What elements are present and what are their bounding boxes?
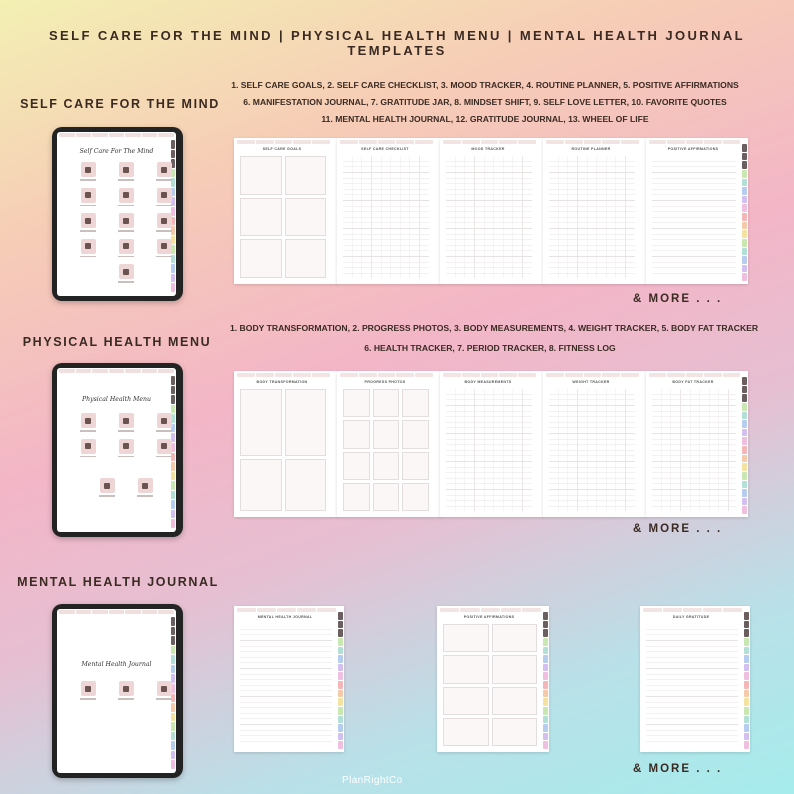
side-tab[interactable] xyxy=(744,690,749,698)
side-tab[interactable] xyxy=(171,462,175,471)
menu-icon[interactable] xyxy=(145,439,176,458)
side-tab[interactable] xyxy=(744,716,749,724)
menu-icon[interactable] xyxy=(69,239,107,258)
side-tab[interactable] xyxy=(742,403,747,411)
side-tab[interactable] xyxy=(171,405,175,414)
more-label: & MORE . . . xyxy=(633,523,723,535)
side-tab[interactable] xyxy=(171,703,175,712)
side-tab[interactable] xyxy=(338,629,343,637)
side-tab[interactable] xyxy=(744,612,749,620)
page-title: POSITIVE AFFIRMATIONS xyxy=(463,615,515,619)
side-tab[interactable] xyxy=(338,724,343,732)
side-tab[interactable] xyxy=(742,230,747,238)
side-tab[interactable] xyxy=(338,741,343,749)
template-page xyxy=(234,138,338,284)
side-tab[interactable] xyxy=(543,681,548,689)
side-tab[interactable] xyxy=(543,741,548,749)
side-tab[interactable] xyxy=(742,481,747,489)
side-tab[interactable] xyxy=(171,732,175,741)
side-tab[interactable] xyxy=(171,617,175,626)
icon-grid xyxy=(69,162,176,283)
side-tab[interactable] xyxy=(543,612,548,620)
menu-icon[interactable] xyxy=(69,213,107,232)
template-page xyxy=(646,371,748,517)
side-tab[interactable] xyxy=(543,672,548,680)
page-banner: SELF CARE FOR THE MIND | PHYSICAL HEALTH MENU | MENTAL HEALTH JOURNAL TEMPLATES xyxy=(48,28,745,58)
side-tab[interactable] xyxy=(744,621,749,629)
side-tab[interactable] xyxy=(744,724,749,732)
page-title: MOOD TRACKER xyxy=(471,147,505,151)
menu-icon[interactable] xyxy=(88,478,126,497)
side-tab[interactable] xyxy=(171,519,175,528)
menu-icon[interactable] xyxy=(107,413,145,432)
tab-bar xyxy=(57,132,176,138)
tablet-title: Mental Health Journal xyxy=(81,661,152,668)
page-title: WEIGHT TRACKER xyxy=(572,380,610,384)
tablet-mental xyxy=(52,604,183,778)
template-page xyxy=(437,606,549,752)
side-tab[interactable] xyxy=(742,153,747,161)
side-tab[interactable] xyxy=(338,698,343,706)
menu-icon[interactable] xyxy=(145,681,176,700)
menu-icon[interactable] xyxy=(145,188,176,207)
tablet-physical xyxy=(52,363,183,537)
tablet-self-care xyxy=(52,127,183,301)
side-tab[interactable] xyxy=(543,655,548,663)
side-tab[interactable] xyxy=(742,437,747,445)
template-page xyxy=(337,371,441,517)
side-tab[interactable] xyxy=(338,612,343,620)
side-tab[interactable] xyxy=(543,724,548,732)
more-label: & MORE . . . xyxy=(633,293,723,305)
icon-grid xyxy=(69,413,176,457)
more-label: & MORE . . . xyxy=(633,763,723,775)
side-tab[interactable] xyxy=(338,681,343,689)
page-title: MENTAL HEALTH JOURNAL xyxy=(257,615,313,619)
tablet-title: Self Care For The Mind xyxy=(79,148,154,155)
template-page xyxy=(234,606,344,752)
tab-bar xyxy=(57,368,176,374)
template-strip-2 xyxy=(234,371,748,517)
side-tab[interactable] xyxy=(744,733,749,741)
menu-icon[interactable] xyxy=(145,213,176,232)
page-title: SELF CARE GOALS xyxy=(262,147,302,151)
side-tab[interactable] xyxy=(171,386,175,395)
menu-icon[interactable] xyxy=(107,188,145,207)
side-tab[interactable] xyxy=(742,394,747,402)
menu-icon[interactable] xyxy=(107,439,145,458)
side-tab[interactable] xyxy=(742,196,747,204)
tablet-screen xyxy=(57,132,176,296)
list-line-2: 6. HEALTH TRACKER, 7. PERIOD TRACKER, 8. FITNESS LOG xyxy=(364,343,616,353)
side-tab[interactable] xyxy=(171,636,175,645)
side-tab[interactable] xyxy=(742,412,747,420)
side-tab[interactable] xyxy=(338,655,343,663)
side-tab[interactable] xyxy=(543,707,548,715)
side-tab[interactable] xyxy=(543,638,548,646)
template-page xyxy=(234,371,338,517)
side-tab[interactable] xyxy=(742,222,747,230)
side-tab[interactable] xyxy=(338,733,343,741)
side-tab[interactable] xyxy=(742,144,747,152)
side-tab[interactable] xyxy=(744,638,749,646)
menu-icon[interactable] xyxy=(107,681,145,700)
side-tab[interactable] xyxy=(742,265,747,273)
side-tab[interactable] xyxy=(742,256,747,264)
page-title: SELF CARE CHECKLIST xyxy=(361,147,409,151)
side-tab[interactable] xyxy=(171,627,175,636)
menu-icon[interactable] xyxy=(107,239,145,258)
menu-icon[interactable] xyxy=(107,264,145,283)
list-line-3: 11. MENTAL HEALTH JOURNAL, 12. GRATITUDE JOURNAL, 13. WHEEL OF LIFE xyxy=(321,114,649,124)
side-tab[interactable] xyxy=(338,672,343,680)
list-line-2: 6. MANIFESTATION JOURNAL, 7. GRATITUDE JAR, 8. MINDSET SHIFT, 9. SELF LOVE LETTER, 10. FAVORITE QUOTES xyxy=(243,97,727,107)
menu-icon[interactable] xyxy=(107,213,145,232)
menu-icon[interactable] xyxy=(107,162,145,181)
template-strip-1 xyxy=(234,138,748,284)
side-tab[interactable] xyxy=(338,621,343,629)
side-tab[interactable] xyxy=(742,498,747,506)
section-title-self-care: SELF CARE FOR THE MIND xyxy=(20,97,220,111)
side-tab[interactable] xyxy=(171,646,175,655)
menu-icon[interactable] xyxy=(69,439,107,458)
side-tab[interactable] xyxy=(742,248,747,256)
side-tab[interactable] xyxy=(744,664,749,672)
side-tab[interactable] xyxy=(744,655,749,663)
side-tab[interactable] xyxy=(338,716,343,724)
menu-icon[interactable] xyxy=(145,413,176,432)
side-tab[interactable] xyxy=(338,690,343,698)
side-tab[interactable] xyxy=(171,741,175,750)
side-tab[interactable] xyxy=(171,713,175,722)
side-tab[interactable] xyxy=(543,664,548,672)
side-tab[interactable] xyxy=(543,647,548,655)
side-tab[interactable] xyxy=(171,510,175,519)
side-tab[interactable] xyxy=(744,681,749,689)
side-tab[interactable] xyxy=(543,733,548,741)
template-page xyxy=(543,371,647,517)
side-tab[interactable] xyxy=(543,698,548,706)
side-tab[interactable] xyxy=(338,664,343,672)
side-tab[interactable] xyxy=(744,647,749,655)
side-tab[interactable] xyxy=(171,481,175,490)
tablet-screen xyxy=(57,609,176,773)
tab-bar xyxy=(57,609,176,615)
side-tab[interactable] xyxy=(338,707,343,715)
side-tab[interactable] xyxy=(171,491,175,500)
side-tab[interactable] xyxy=(171,722,175,731)
side-tab[interactable] xyxy=(742,213,747,221)
side-tab[interactable] xyxy=(171,376,175,385)
side-tab[interactable] xyxy=(171,283,175,292)
side-tab[interactable] xyxy=(742,489,747,497)
side-tab[interactable] xyxy=(171,472,175,481)
page-title: DAILY GRATITUDE xyxy=(672,615,710,619)
side-tab[interactable] xyxy=(742,161,747,169)
page-title: BODY TRANSFORMATION xyxy=(256,380,308,384)
side-tab[interactable] xyxy=(543,716,548,724)
page-title: BODY FAT TRACKER xyxy=(672,380,714,384)
template-page xyxy=(440,138,544,284)
side-tab[interactable] xyxy=(543,690,548,698)
section-title-physical: PHYSICAL HEALTH MENU xyxy=(22,335,212,349)
side-tab[interactable] xyxy=(744,741,749,749)
page-title: ROUTINE PLANNER xyxy=(571,147,611,151)
side-tab[interactable] xyxy=(742,455,747,463)
side-tab[interactable] xyxy=(742,179,747,187)
template-page xyxy=(543,138,647,284)
side-tab[interactable] xyxy=(742,377,747,385)
icon-grid xyxy=(69,681,176,700)
tablet-title: Physical Health Menu xyxy=(81,396,152,403)
page-title: PROGRESS PHOTOS xyxy=(364,380,406,384)
menu-icon[interactable] xyxy=(145,239,176,258)
side-tab[interactable] xyxy=(744,672,749,680)
side-tab[interactable] xyxy=(742,429,747,437)
side-tab[interactable] xyxy=(742,420,747,428)
side-tab[interactable] xyxy=(338,647,343,655)
side-tab[interactable] xyxy=(742,204,747,212)
side-tab[interactable] xyxy=(171,760,175,769)
side-tab[interactable] xyxy=(742,506,747,514)
side-tab[interactable] xyxy=(171,751,175,760)
icon-grid xyxy=(88,478,164,497)
side-tab[interactable] xyxy=(742,446,747,454)
template-page xyxy=(440,371,544,517)
menu-icon[interactable] xyxy=(126,478,164,497)
tablet-screen xyxy=(57,368,176,532)
side-tab[interactable] xyxy=(744,698,749,706)
side-tab[interactable] xyxy=(742,273,747,281)
menu-icon[interactable] xyxy=(145,162,176,181)
side-tab[interactable] xyxy=(742,472,747,480)
list-line-1: 1. SELF CARE GOALS, 2. SELF CARE CHECKLIST, 3. MOOD TRACKER, 4. ROUTINE PLANNER, 5. POSITIVE AFFIRMATIONS xyxy=(231,80,739,90)
template-page xyxy=(640,606,750,752)
side-tab[interactable] xyxy=(742,239,747,247)
menu-icon[interactable] xyxy=(69,188,107,207)
menu-icon[interactable] xyxy=(69,413,107,432)
side-tab[interactable] xyxy=(742,170,747,178)
side-tab[interactable] xyxy=(171,500,175,509)
menu-icon[interactable] xyxy=(69,162,107,181)
page-title: POSITIVE AFFIRMATIONS xyxy=(667,147,719,151)
side-tab[interactable] xyxy=(543,621,548,629)
side-tab[interactable] xyxy=(742,187,747,195)
list-line-1: 1. BODY TRANSFORMATION, 2. PROGRESS PHOTOS, 3. BODY MEASUREMENTS, 4. WEIGHT TRACKER, 5. BODY FAT TRACKER xyxy=(230,323,759,333)
template-page xyxy=(337,138,441,284)
side-tab[interactable] xyxy=(742,463,747,471)
page-title: BODY MEASUREMENTS xyxy=(464,380,512,384)
side-tab[interactable] xyxy=(744,629,749,637)
side-tab[interactable] xyxy=(742,386,747,394)
menu-icon[interactable] xyxy=(69,681,107,700)
side-tab[interactable] xyxy=(338,638,343,646)
brand-watermark: PlanRightCo xyxy=(342,775,403,786)
template-page xyxy=(646,138,748,284)
side-tab[interactable] xyxy=(744,707,749,715)
side-tab[interactable] xyxy=(543,629,548,637)
section-title-mental: MENTAL HEALTH JOURNAL xyxy=(17,575,219,589)
